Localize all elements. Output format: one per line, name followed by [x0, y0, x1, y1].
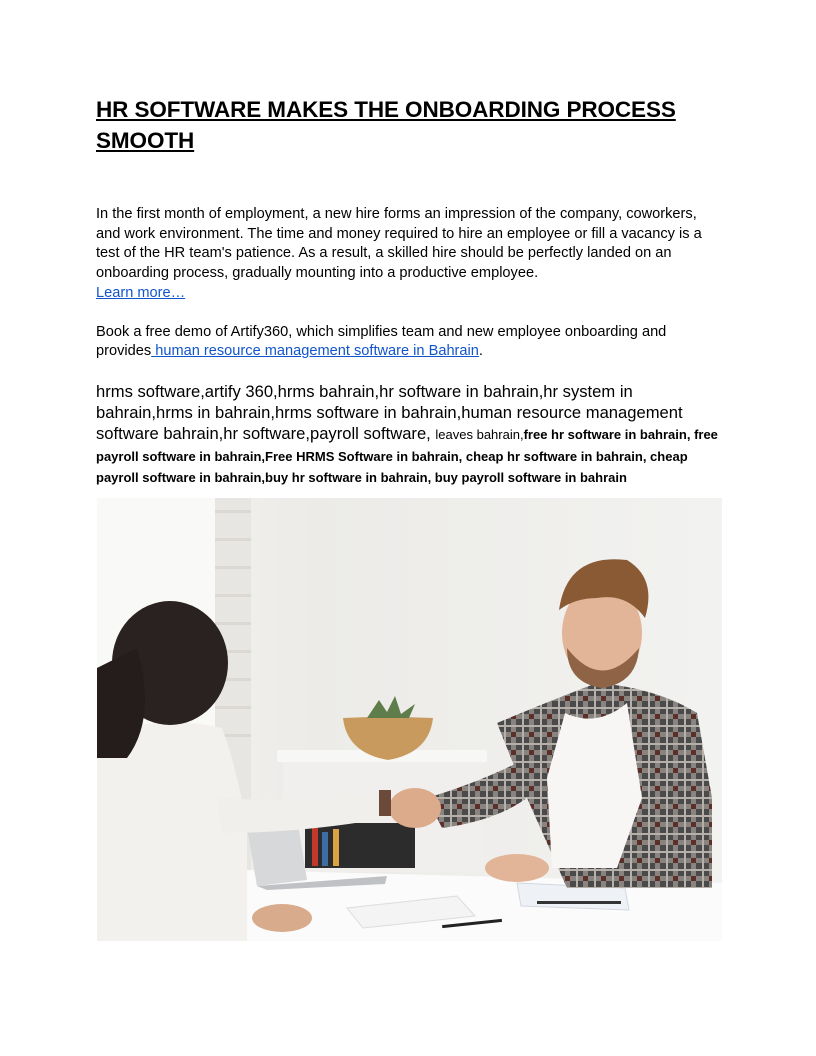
learn-more-link[interactable]: Learn more… — [96, 284, 186, 301]
handshake-photo — [97, 498, 722, 941]
demo-suffix: . — [478, 343, 483, 360]
article-title: HR SOFTWARE MAKES THE ONBOARDING PROCESS SMOOTH — [96, 97, 676, 153]
keywords-large: hrms software,artify 360,hrms bahrain,hr software in bahrain,hr system in bahrain,hrms in bahrain,hrms software in bahrain,human resource management software bahrain,hr software,payroll software, — [96, 381, 683, 443]
keywords-paragraph — [96, 381, 722, 488]
demo-prefix: Book a free demo of Artify360, which simplifies team and new employee onboarding and provides — [96, 323, 667, 360]
hrm-software-link[interactable]: human resource management software in Bahrain — [151, 343, 479, 360]
keywords-bold: free hr software in bahrain, free payroll software in bahrain,Free HRMS Software in bahrain, cheap hr software in bahrain, cheap payroll software in bahrain,buy hr software in bahrain, buy payroll software in bahrain — [96, 426, 718, 486]
intro-text: In the first month of employment, a new hire forms an impression of the company, coworkers, and work environment. The time and money required to hire an employee or fill a vacancy is a test of the HR team's patience. As a result, a skilled hire should be perfectly landed on an onboarding process, gradually mounting into a productive employee. — [96, 206, 702, 282]
intro-paragraph — [96, 205, 722, 304]
document-page — [96, 94, 722, 488]
keywords-small: leaves bahrain, — [435, 426, 524, 442]
demo-paragraph — [96, 323, 722, 362]
